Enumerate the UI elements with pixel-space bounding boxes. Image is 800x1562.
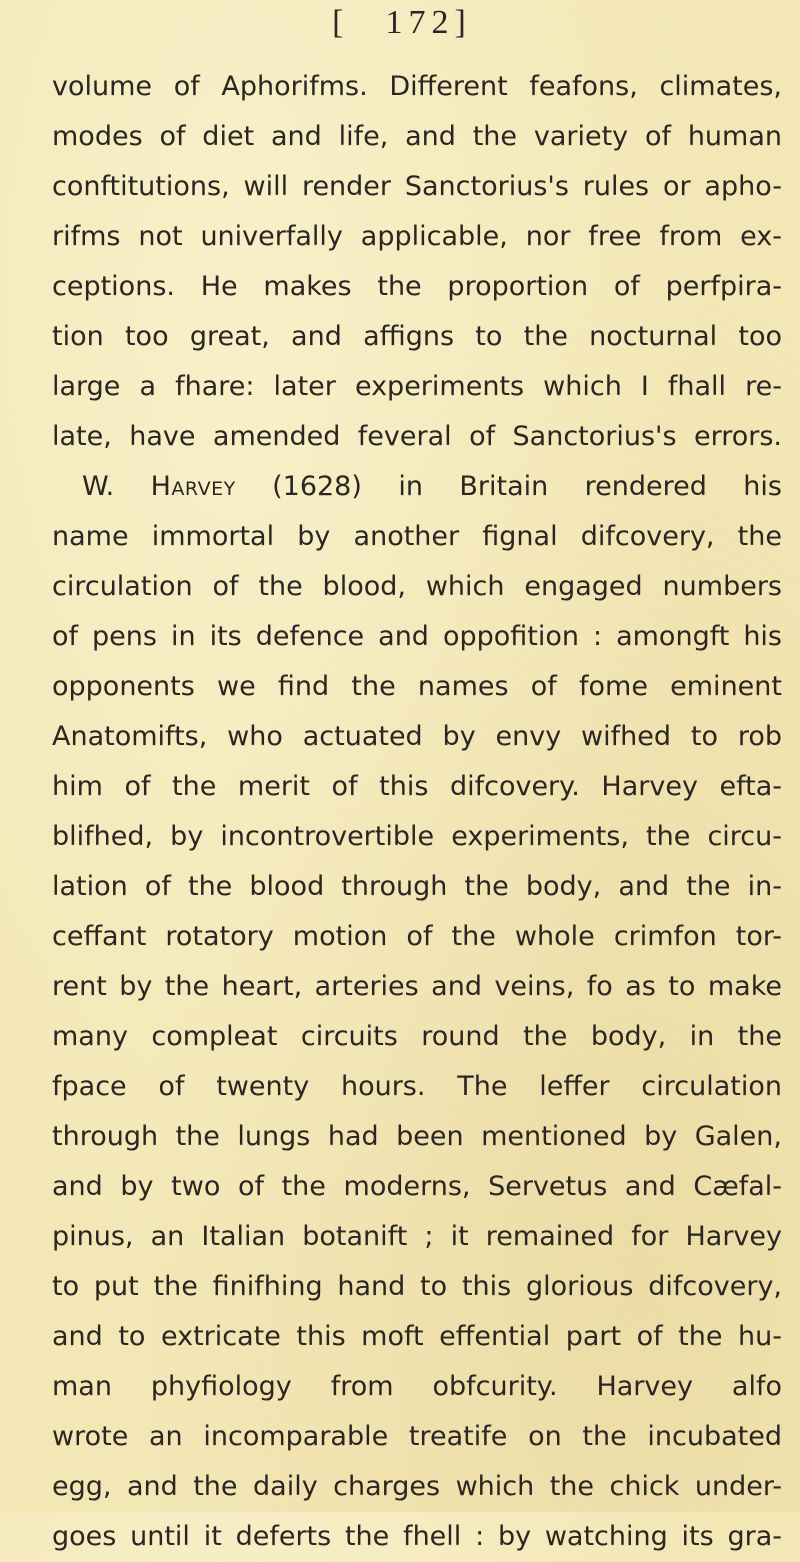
text-line-25: to put the finifhing hand to this glorious difcovery, [52, 1271, 782, 1302]
text-line-3: conftitutions, will render Sanctorius's rules or apho- [52, 171, 782, 202]
text-line-26: and to extricate this moft effential part of the hu- [52, 1321, 782, 1352]
text-line-4: rifms not univerfally applicable, nor free from ex- [52, 221, 782, 252]
text-line-16: blifhed, by incontrovertible experiments, the circu- [52, 821, 782, 852]
initial-prefix: W. [82, 471, 151, 502]
text-line-14: Anatomifts, who actuated by envy wifhed to rob [52, 721, 782, 752]
text-line-27: man phyfiology from obfcurity. Harvey alfo [52, 1371, 782, 1402]
text-line-15: him of the merit of this difcovery. Harvey efta- [52, 771, 782, 802]
text-line-13: opponents we find the names of fome eminent [52, 671, 782, 702]
header-open-bracket: [ [332, 4, 346, 41]
text-line-24: pinus, an Italian botanift ; it remained for Harvey [52, 1221, 782, 1252]
line-9-rest: (1628) in Britain rendered his [235, 471, 782, 502]
text-line-6: tion too great, and affigns to the nocturnal too [52, 321, 782, 352]
text-line-21: fpace of twenty hours. The leffer circulation [52, 1071, 782, 1102]
text-line-28: wrote an incomparable treatife on the incubated [52, 1421, 782, 1452]
text-line-8: late, have amended feveral of Sanctorius's errors. [52, 421, 782, 452]
text-line-12: of pens in its defence and oppofition : amongft his [52, 621, 782, 652]
text-line-20: many compleat circuits round the body, in the [52, 1021, 782, 1052]
name-harvey: Harvey [150, 471, 236, 502]
text-line-9 [0, 462, 800, 512]
text-line-1: volume of Aphorifms. Different feafons, climates, [52, 71, 782, 102]
text-line-29: egg, and the daily charges which the chick under- [52, 1471, 782, 1502]
text-line-10: name immortal by another fignal difcovery, the [52, 521, 782, 552]
text-line-2: modes of diet and life, and the variety of human [52, 121, 782, 152]
text-line-23: and by two of the moderns, Servetus and Cæfal- [52, 1171, 782, 1202]
text-line-11: circulation of the blood, which engaged numbers [52, 571, 782, 602]
page-number: 172 [385, 4, 455, 41]
page-header [0, 4, 800, 42]
text-line-22: through the lungs had been mentioned by Galen, [52, 1121, 782, 1152]
header-close-bracket: ] [454, 4, 468, 41]
text-line-5: ceptions. He makes the proportion of perfpira- [52, 271, 782, 302]
text-line-19: rent by the heart, arteries and veins, fo as to make [52, 971, 782, 1002]
text-line-30: goes until it deferts the fhell : by watching its gra- [52, 1521, 782, 1552]
text-line-18: ceffant rotatory motion of the whole crimfon tor- [52, 921, 782, 952]
text-line-17: lation of the blood through the body, and the in- [52, 871, 782, 902]
text-line-7: large a fhare: later experiments which I fhall re- [52, 371, 782, 402]
